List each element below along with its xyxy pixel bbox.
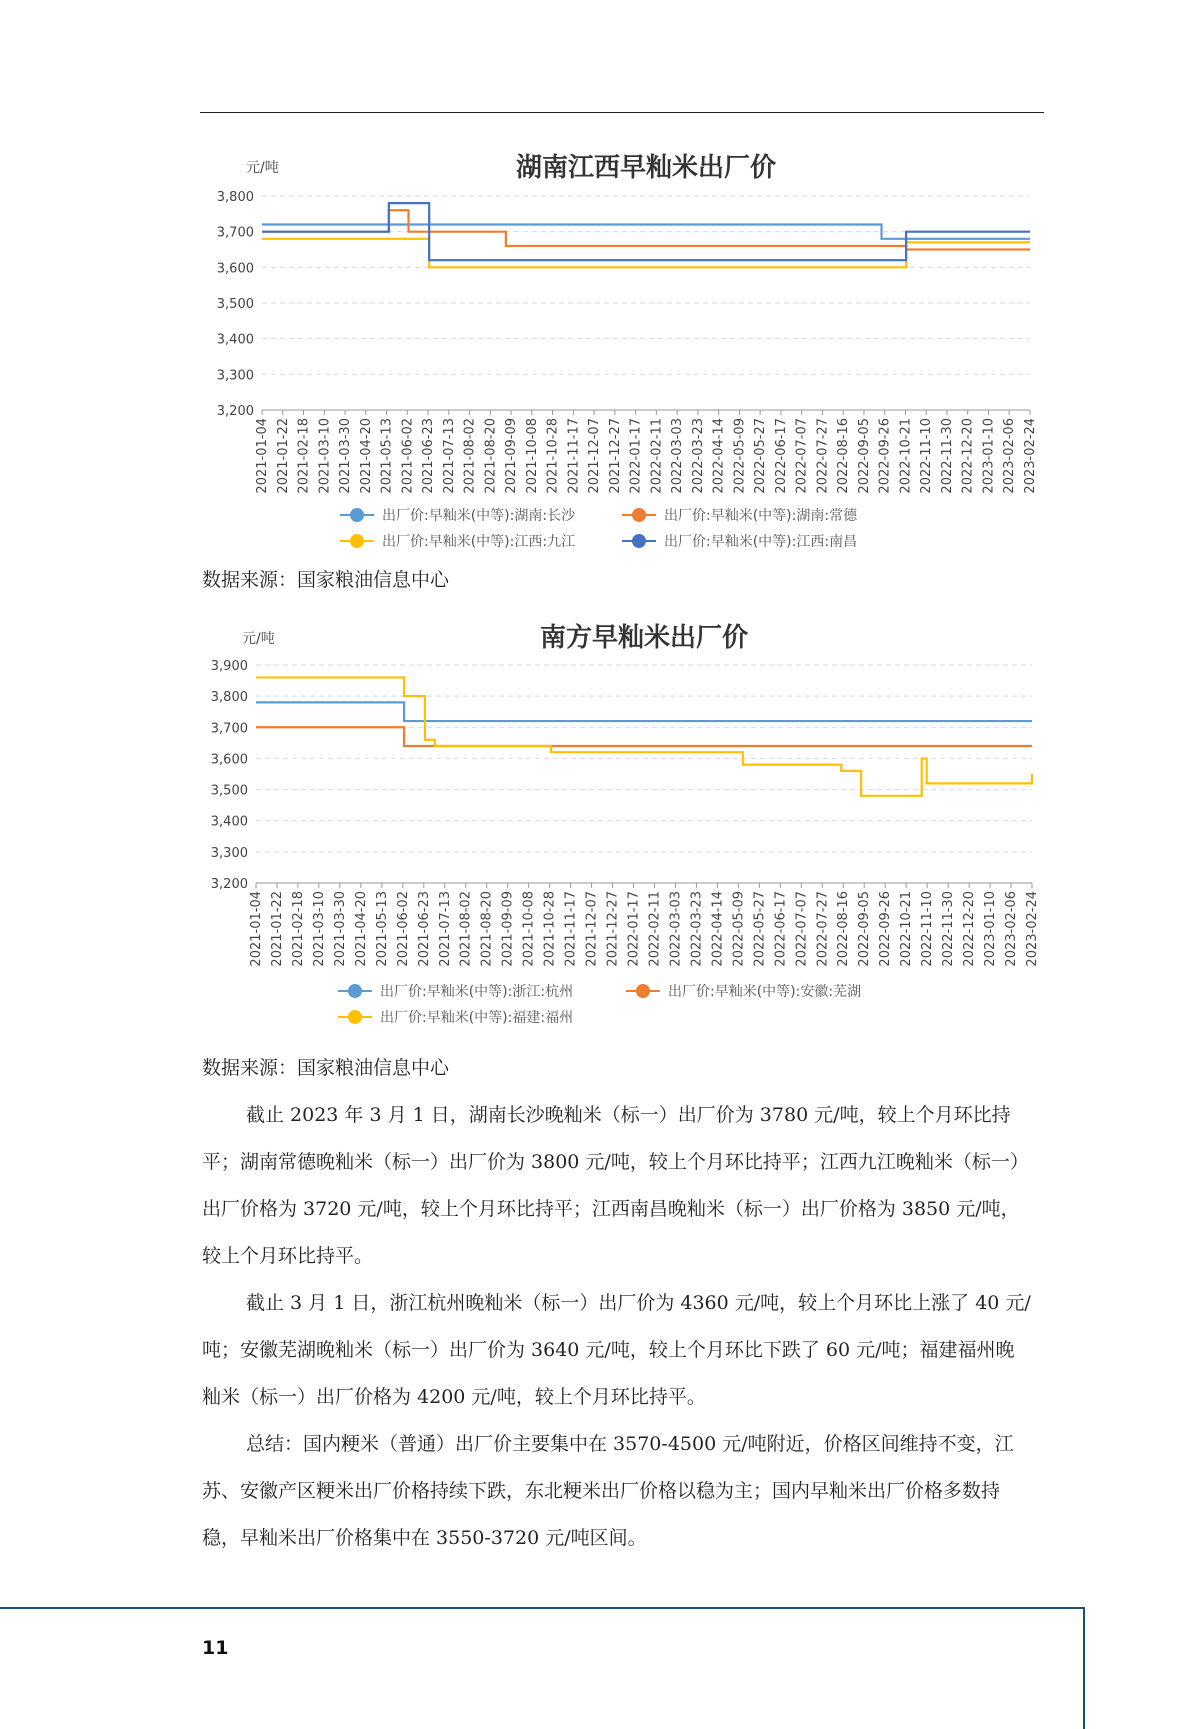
x-tick-label: 2022-04-14 [710,891,726,967]
x-tick-label: 2023-02-24 [1025,891,1040,967]
chart-source-1: 数据来源：国家粮油信息中心 [202,569,450,591]
x-tick-label: 2022-08-16 [836,891,852,967]
x-tick-label: 2022-04-14 [711,418,727,494]
legend-marker [636,984,650,998]
x-tick-label: 2021-06-02 [395,891,411,967]
x-tick-label: 2022-12-20 [962,891,978,967]
x-tick-label: 2021-07-13 [437,891,453,967]
x-tick-label: 2022-07-27 [815,891,831,967]
paragraph-3: 总结：国内粳米（普通）出厂价主要集中在 3570-4500 元/吨附近，价格区间维持不变，江苏、安徽产区粳米出厂价格持续下跌，东北粳米出厂价格以稳为主；国内早籼米出厂价格多数持稳，早籼米出厂价格集中在 3550-3720 元/吨区间。 [202,1433,1014,1549]
footer-frame [0,1607,1085,1729]
x-tick-label: 2022-11-10 [919,418,935,494]
chart-title: 湖南江西早籼米出厂价 [515,153,777,183]
x-tick-label: 2022-09-26 [878,891,894,967]
x-tick-label: 2022-03-03 [670,418,686,494]
body-text [202,1092,1032,1562]
x-tick-label: 2021-12-07 [587,418,603,494]
series-line [262,239,1030,268]
x-tick-label: 2022-03-23 [690,418,706,494]
x-tick-label: 2021-07-13 [441,418,457,494]
x-tick-label: 2022-06-17 [773,418,789,494]
x-tick-label: 2023-01-10 [983,891,999,967]
x-tick-label: 2022-03-23 [689,891,705,967]
paragraph-2: 截止 3 月 1 日，浙江杭州晚籼米（标一）出厂价为 4360 元/吨，较上个月环比上涨了 40 元/吨；安徽芜湖晚籼米（标一）出厂价为 3640 元/吨，较上个月环比下跌了 60 元/吨；福建福州晚籼米（标一）出厂价格为 4200 元/吨，较上个月环比持平。 [202,1292,1031,1408]
x-tick-label: 2021-12-27 [607,418,623,494]
x-tick-label: 2021-01-22 [275,418,291,494]
x-tick-label: 2022-11-30 [941,891,957,967]
x-tick-label: 2022-02-11 [649,418,665,494]
series-line [256,727,1032,746]
x-tick-label: 2021-10-08 [524,418,540,494]
y-tick-label: 3,200 [210,877,248,892]
x-tick-label: 2021-01-22 [269,891,285,967]
series-line [256,702,1032,721]
x-tick-label: 2021-01-04 [249,891,264,967]
y-tick-label: 3,300 [216,368,254,384]
x-tick-label: 2021-08-02 [462,418,478,494]
legend-marker [348,984,362,998]
x-tick-label: 2022-09-26 [877,418,893,494]
x-tick-label: 2022-07-27 [815,418,831,494]
x-tick-label: 2021-08-20 [483,418,499,494]
x-tick-label: 2022-08-16 [836,418,852,494]
y-tick-label: 3,700 [216,225,254,241]
legend-marker [350,508,364,522]
x-tick-label: 2022-06-17 [773,891,789,967]
y-tick-label: 3,500 [216,297,254,312]
chart-title: 南方早籼米出厂价 [539,623,749,653]
y-tick-label: 3,800 [210,690,248,706]
x-tick-label: 2022-11-30 [939,418,955,494]
chart-svg-1 [190,145,1050,555]
x-tick-label: 2021-05-13 [374,891,390,967]
x-tick-label: 2021-09-09 [504,418,520,494]
x-tick-label: 2022-07-07 [794,418,810,494]
legend-label: 出厂价:早籼米(中等):湖南:长沙 [382,508,576,524]
y-tick-label: 3,400 [210,814,248,830]
x-tick-label: 2021-02-18 [296,418,312,494]
x-tick-label: 2021-02-18 [290,891,306,967]
x-tick-label: 2021-08-02 [458,891,474,967]
x-tick-label: 2022-05-09 [731,891,747,967]
x-tick-label: 2022-05-27 [753,418,769,494]
x-tick-label: 2021-01-04 [255,418,270,494]
x-tick-label: 2022-02-11 [647,891,663,967]
series-line [262,203,1030,260]
x-tick-label: 2022-09-05 [856,418,872,494]
legend-marker [350,534,364,548]
x-tick-label: 2023-01-10 [981,418,997,494]
chart-source-2: 数据来源：国家粮油信息中心 [202,1057,450,1079]
x-tick-label: 2021-04-20 [353,891,369,967]
x-tick-label: 2022-10-21 [898,418,914,494]
y-tick-label: 3,200 [216,404,254,419]
legend-label: 出厂价:早籼米(中等):湖南:常德 [664,508,858,524]
x-tick-label: 2022-07-07 [794,891,810,967]
chart-southern [190,615,1050,1035]
x-tick-label: 2023-02-06 [1004,891,1020,967]
y-tick-label: 3,300 [210,845,248,861]
chart-svg-2 [190,615,1050,1035]
legend-label: 出厂价:早籼米(中等):浙江:杭州 [380,984,574,1000]
x-tick-label: 2021-06-23 [416,891,432,967]
x-tick-label: 2021-04-20 [358,418,374,494]
y-unit-label: 元/吨 [246,160,279,176]
x-tick-label: 2021-03-10 [317,418,333,494]
x-tick-label: 2021-06-02 [400,418,416,494]
page-number: 11 [202,1637,229,1659]
x-tick-label: 2021-05-13 [379,418,395,494]
x-tick-label: 2023-02-24 [1023,418,1038,494]
x-tick-label: 2021-10-28 [545,418,561,494]
x-tick-label: 2021-10-08 [521,891,537,967]
x-tick-label: 2022-01-17 [626,891,642,967]
y-tick-label: 3,600 [210,752,248,768]
y-tick-label: 3,800 [216,190,254,205]
x-tick-label: 2021-11-17 [563,891,579,967]
x-tick-label: 2021-12-07 [584,891,600,967]
x-tick-label: 2022-12-20 [960,418,976,494]
x-tick-label: 2023-02-06 [1002,418,1018,494]
x-tick-label: 2021-11-17 [566,418,582,494]
series-line [256,677,1032,795]
y-tick-label: 3,500 [210,783,248,799]
x-tick-label: 2022-09-05 [857,891,873,967]
legend-label: 出厂价:早籼米(中等):江西:九江 [382,534,576,550]
legend-marker [632,508,646,522]
paragraph-1: 截止 2023 年 3 月 1 日，湖南长沙晚籼米（标一）出厂价为 3780 元/吨，较上个月环比持平；湖南常德晚籼米（标一）出厂价为 3800 元/吨，较上个月环比持平；江西九江晚籼米（标一）出厂价格为 3720 元/吨，较上个月环比持平；江西南昌晚籼米（标一）出厂价格为 3850 元/吨，较上个月环比持平。 [202,1104,1029,1267]
x-tick-label: 2021-06-23 [421,418,437,494]
x-tick-label: 2021-03-10 [311,891,327,967]
x-tick-label: 2021-12-27 [605,891,621,967]
y-tick-label: 3,700 [210,721,248,737]
x-tick-label: 2021-10-28 [542,891,558,967]
y-unit-label: 元/吨 [242,631,275,647]
x-tick-label: 2021-09-09 [500,891,516,967]
legend-label: 出厂价:早籼米(中等):安徽:芜湖 [668,984,862,1000]
y-tick-label: 3,600 [216,261,254,277]
x-tick-label: 2022-01-17 [628,417,644,494]
x-tick-label: 2022-10-21 [899,891,915,967]
legend-label: 出厂价:早籼米(中等):江西:南昌 [664,534,858,550]
y-tick-label: 3,400 [216,332,254,348]
header-rule [200,112,1044,113]
legend-marker [348,1010,362,1024]
chart-hunan-jiangxi [190,145,1050,555]
x-tick-label: 2022-11-10 [920,891,936,967]
x-tick-label: 2022-05-27 [752,891,768,967]
legend-label: 出厂价:早籼米(中等):福建:福州 [380,1010,574,1026]
x-tick-label: 2022-05-09 [732,418,748,494]
series-line [262,210,1030,249]
x-tick-label: 2021-08-20 [479,891,495,967]
x-tick-label: 2021-03-30 [338,418,354,494]
y-tick-label: 3,900 [210,659,248,674]
legend-marker [632,534,646,548]
x-tick-label: 2021-03-30 [332,891,348,967]
x-tick-label: 2022-03-03 [668,891,684,967]
